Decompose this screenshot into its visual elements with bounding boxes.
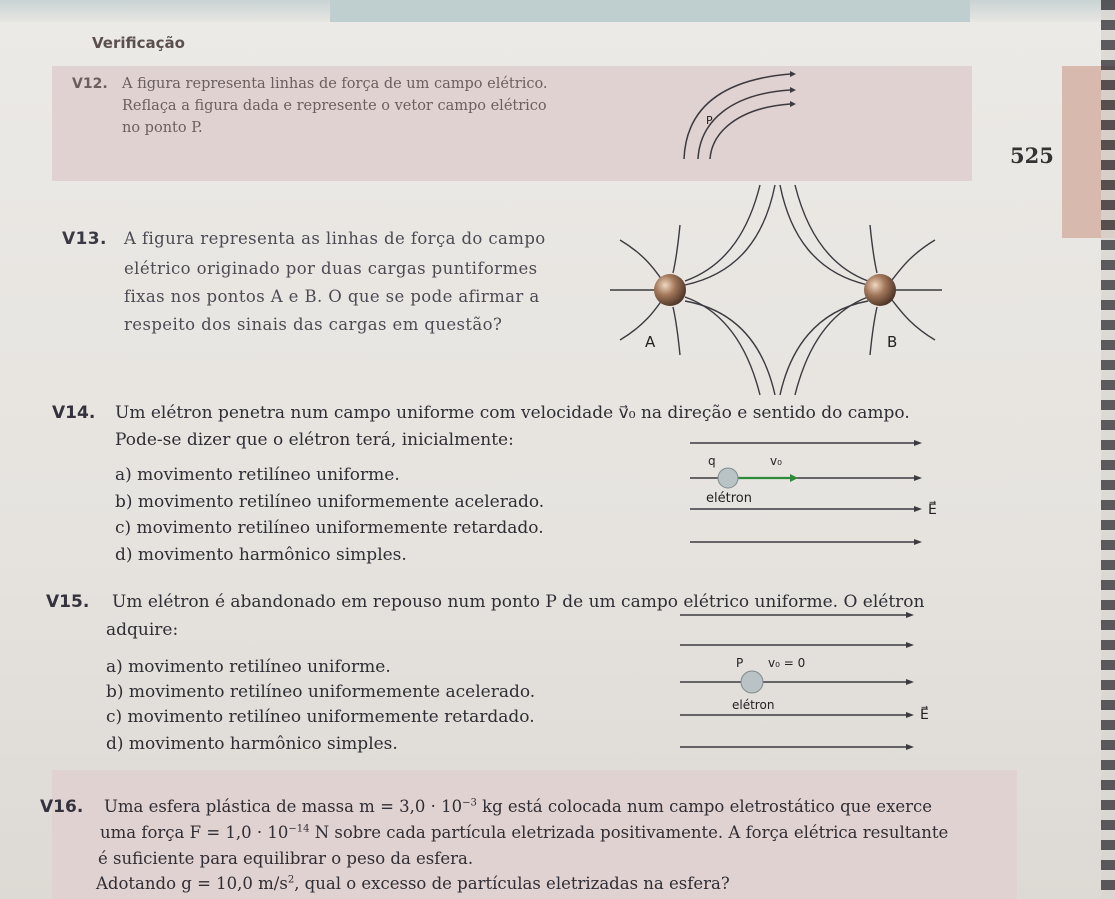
v15-fig-field: E⃗: [920, 707, 929, 723]
v16-line-4-start: Adotando: [96, 874, 177, 893]
v16-force-unit: N: [314, 823, 330, 842]
v14-option-b: b) movimento retilíneo uniformemente acelerado.: [115, 492, 545, 512]
v12-point-label: P: [706, 114, 713, 127]
v16-line-1-end: está colocada num campo eletrostático que exerce: [507, 797, 933, 816]
v14-electron-figure: [690, 438, 950, 553]
charge-b-label: B: [887, 333, 898, 351]
v15-fig-electron: elétron: [732, 698, 775, 712]
v16-line-2-start: uma força: [100, 823, 185, 842]
v12-field-lines-figure: [680, 64, 820, 164]
v12-label: V12.: [72, 76, 108, 92]
v14-velocity-symbol: v⃗₀: [618, 403, 636, 423]
v15-line-2: adquire:: [106, 620, 179, 640]
v14-fig-q: q: [708, 454, 716, 468]
v14-line-1: [115, 403, 910, 423]
v14-line-1-start: Um elétron penetra num campo uniforme com velocidade: [115, 403, 614, 423]
v15-option-d: d) movimento harmônico simples.: [106, 734, 398, 754]
v12-line-1: A figura representa linhas de força de um campo elétrico.: [122, 76, 548, 92]
charge-b: [864, 274, 896, 306]
v16-gravity: g = 10,0 m/s: [181, 874, 288, 893]
v13-line-1: A figura representa as linhas de força do campo: [124, 229, 546, 248]
v16-mass-exponent: −3: [462, 797, 477, 809]
page-number: 525: [1010, 143, 1054, 168]
v14-fig-v0: v₀: [770, 454, 782, 468]
v15-electron-figure: [680, 607, 940, 757]
v15-option-b: b) movimento retilíneo uniformemente acelerado.: [106, 682, 536, 702]
v14-label: V14.: [52, 403, 96, 423]
v16-mass: m = 3,0 · 10: [359, 797, 463, 816]
top-color-strip: [330, 0, 970, 22]
v12-line-3: no ponto P.: [122, 120, 203, 136]
v15-option-c: c) movimento retilíneo uniformemente retardado.: [106, 707, 535, 727]
v14-option-d: d) movimento harmônico simples.: [115, 545, 407, 565]
v14-line-2: Pode-se dizer que o elétron terá, inicialmente:: [115, 430, 514, 450]
v14-line-1-end: na direção e sentido do campo.: [640, 403, 910, 423]
v13-line-3: fixas nos pontos A e B. O que se pode afirmar a: [124, 287, 540, 306]
v14-option-a: a) movimento retilíneo uniforme.: [115, 465, 400, 485]
v13-line-2: elétrico originado por duas cargas puntiformes: [124, 259, 538, 278]
v16-force-exponent: −14: [288, 823, 310, 835]
v16-line-2-end: sobre cada partícula eletrizada positivamente. A força elétrica resultante: [334, 823, 949, 842]
v16-line-3: é suficiente para equilibrar o peso da esfera.: [98, 849, 474, 868]
v14-fig-electron: elétron: [706, 491, 752, 506]
v16-label: V16.: [40, 797, 84, 817]
v14-option-c: c) movimento retilíneo uniformemente retardado.: [115, 518, 544, 538]
v16-line-1-start: Uma esfera plástica de massa: [104, 797, 354, 816]
book-spine-edge: [1101, 0, 1115, 899]
v14-fig-field: E⃗: [928, 502, 937, 518]
v13-label: V13.: [62, 229, 107, 249]
v16-gravity-exponent: 2: [287, 874, 295, 886]
v16-mass-unit: kg: [482, 797, 503, 816]
v16-line-4-end: , qual o excesso de partículas eletrizadas na esfera?: [294, 874, 730, 893]
v16-line-1: [104, 797, 932, 816]
charge-a-label: A: [645, 333, 656, 351]
v16-force: F = 1,0 · 10: [189, 823, 289, 842]
v15-fig-v0: v₀ = 0: [768, 656, 806, 670]
v15-label: V15.: [46, 592, 90, 612]
v12-line-2: Reflaça a figura dada e represente o vetor campo elétrico: [122, 98, 547, 114]
v16-line-2: [100, 823, 948, 842]
section-heading: Verificação: [92, 34, 185, 52]
v15-line-1: Um elétron é abandonado em repouso num ponto P de um campo elétrico uniforme. O elétron: [112, 592, 925, 612]
v15-option-a: a) movimento retilíneo uniforme.: [106, 657, 391, 677]
v13-two-charges-figure: [600, 185, 950, 395]
v16-line-4: [96, 874, 730, 893]
v13-line-4: respeito dos sinais das cargas em questão?: [124, 315, 503, 334]
charge-a: [654, 274, 686, 306]
v15-fig-p: P: [736, 656, 744, 670]
